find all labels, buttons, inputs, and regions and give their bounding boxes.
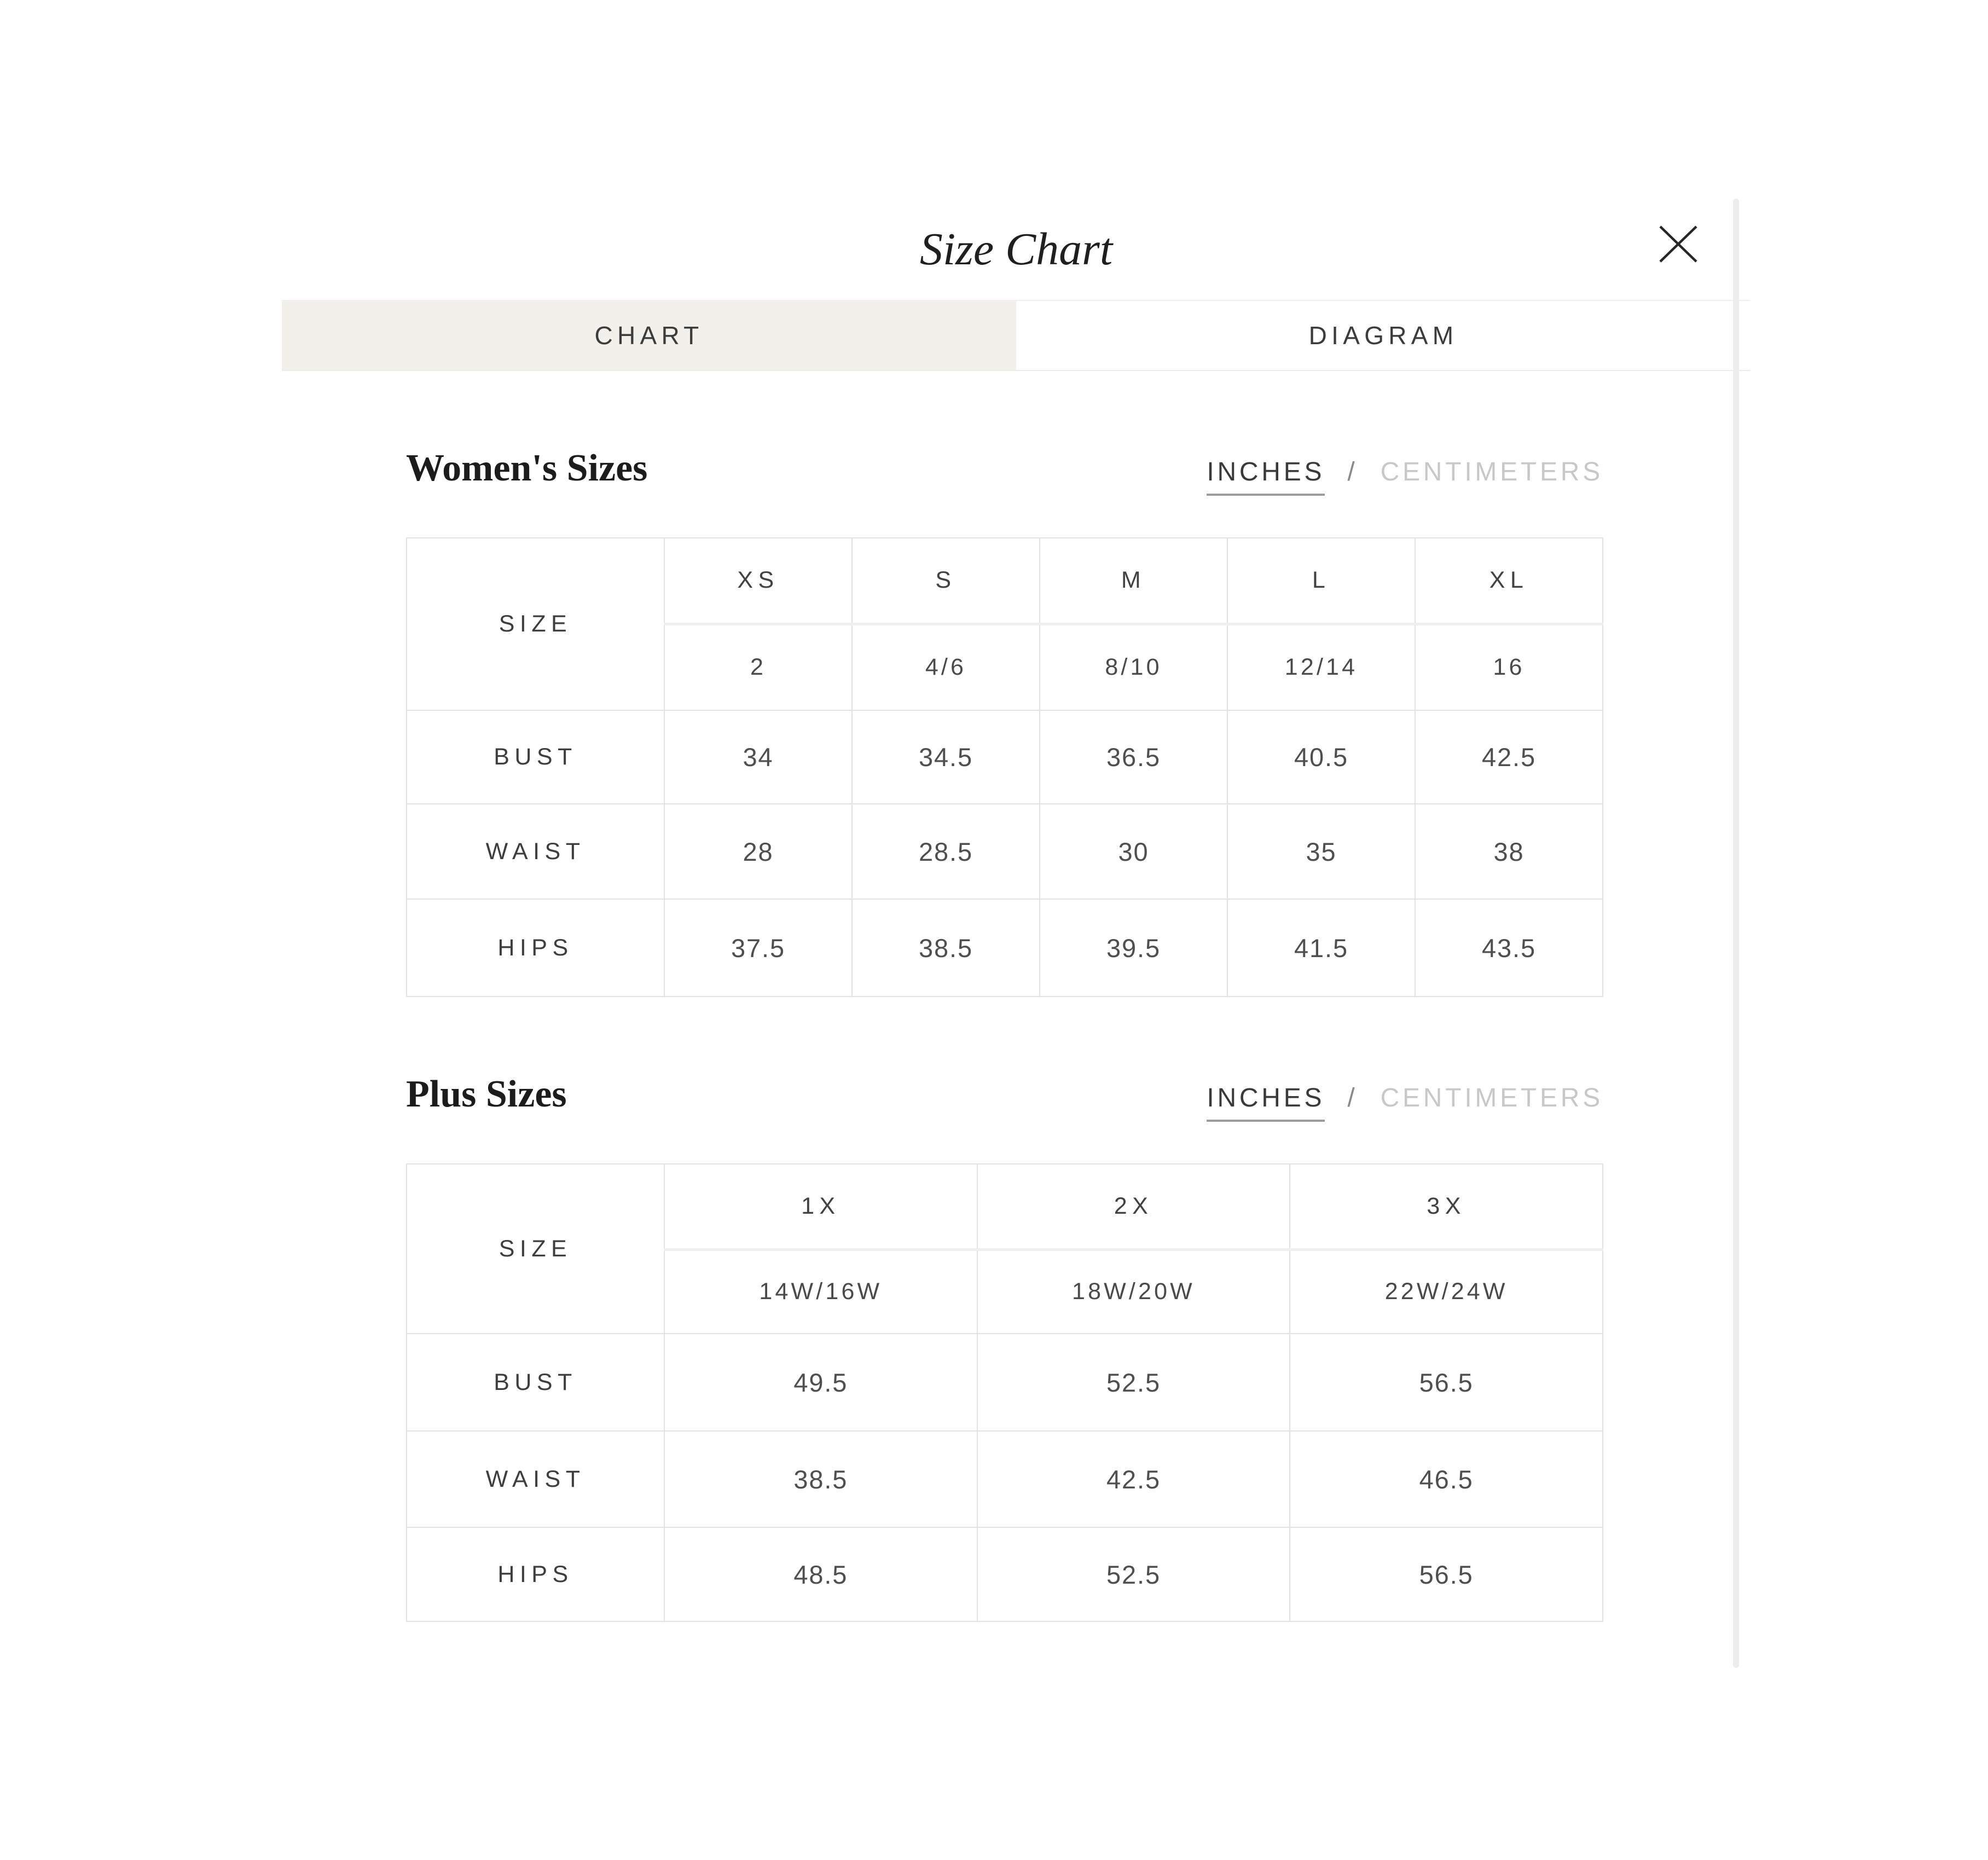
centimeters-toggle[interactable]: CENTIMETERS <box>1380 457 1603 486</box>
tab-diagram[interactable]: DIAGRAM <box>1016 301 1751 370</box>
table-row <box>407 899 1603 996</box>
row-label-cell: WAIST <box>407 1431 664 1527</box>
womens-unit-toggle <box>1207 457 1603 487</box>
value-cell: 38.5 <box>664 1431 977 1527</box>
value-cell: 30 <box>1040 804 1227 899</box>
value-cell: 34.5 <box>852 710 1040 804</box>
size-label-cell: 3X <box>1290 1164 1603 1249</box>
table-row <box>407 1164 1603 1249</box>
value-cell: 39.5 <box>1040 899 1227 996</box>
modal-header <box>282 199 1751 300</box>
value-cell: 28 <box>664 804 852 899</box>
table-row <box>407 710 1603 804</box>
inches-toggle[interactable]: INCHES <box>1207 1083 1325 1122</box>
size-label-cell: XS <box>664 538 852 624</box>
unit-separator: / <box>1347 1083 1358 1112</box>
value-cell: 56.5 <box>1290 1527 1603 1621</box>
close-icon <box>1658 225 1699 263</box>
tab-chart[interactable]: CHART <box>282 301 1016 370</box>
value-cell: 37.5 <box>664 899 852 996</box>
size-label-cell: 2X <box>977 1164 1290 1249</box>
size-number-cell: 14W/16W <box>664 1249 977 1334</box>
inches-toggle[interactable]: INCHES <box>1207 457 1325 496</box>
value-cell: 46.5 <box>1290 1431 1603 1527</box>
value-cell: 42.5 <box>1415 710 1603 804</box>
table-row <box>407 804 1603 899</box>
row-label-cell: HIPS <box>407 899 664 996</box>
value-cell: 48.5 <box>664 1527 977 1621</box>
size-label-cell: L <box>1227 538 1415 624</box>
value-cell: 34 <box>664 710 852 804</box>
size-number-cell: 18W/20W <box>977 1249 1290 1334</box>
value-cell: 35 <box>1227 804 1415 899</box>
value-cell: 40.5 <box>1227 710 1415 804</box>
size-number-cell: 16 <box>1415 624 1603 710</box>
modal-scrollbar[interactable] <box>1733 199 1739 1668</box>
table-row <box>407 1334 1603 1431</box>
modal-content <box>406 447 1603 1622</box>
table-row <box>407 538 1603 624</box>
size-label-cell: S <box>852 538 1040 624</box>
size-number-cell: 4/6 <box>852 624 1040 710</box>
modal-title: Size Chart <box>919 224 1113 275</box>
size-number-cell: 12/14 <box>1227 624 1415 710</box>
size-label-cell: XL <box>1415 538 1603 624</box>
size-label-cell: M <box>1040 538 1227 624</box>
centimeters-toggle[interactable]: CENTIMETERS <box>1380 1083 1603 1112</box>
plus-unit-toggle <box>1207 1083 1603 1113</box>
value-cell: 52.5 <box>977 1334 1290 1431</box>
value-cell: 42.5 <box>977 1431 1290 1527</box>
row-label-cell: BUST <box>407 710 664 804</box>
close-button[interactable] <box>1658 225 1699 263</box>
tab-bar <box>282 300 1751 371</box>
size-corner-cell: SIZE <box>407 538 664 710</box>
size-label-cell: 1X <box>664 1164 977 1249</box>
size-number-cell: 2 <box>664 624 852 710</box>
value-cell: 41.5 <box>1227 899 1415 996</box>
value-cell: 36.5 <box>1040 710 1227 804</box>
womens-sizes-table <box>406 537 1603 997</box>
size-corner-cell: SIZE <box>407 1164 664 1334</box>
row-label-cell: HIPS <box>407 1527 664 1621</box>
row-label-cell: BUST <box>407 1334 664 1431</box>
womens-sizes-heading: Women's Sizes <box>406 447 648 489</box>
size-number-cell: 8/10 <box>1040 624 1227 710</box>
value-cell: 43.5 <box>1415 899 1603 996</box>
size-number-cell: 22W/24W <box>1290 1249 1603 1334</box>
womens-section-header <box>406 447 1603 490</box>
size-chart-modal <box>282 199 1751 1668</box>
plus-sizes-heading: Plus Sizes <box>406 1073 567 1115</box>
plus-sizes-table <box>406 1163 1603 1622</box>
value-cell: 38 <box>1415 804 1603 899</box>
plus-section-header <box>406 1073 1603 1116</box>
unit-separator: / <box>1347 457 1358 486</box>
value-cell: 38.5 <box>852 899 1040 996</box>
row-label-cell: WAIST <box>407 804 664 899</box>
value-cell: 49.5 <box>664 1334 977 1431</box>
table-row <box>407 1431 1603 1527</box>
value-cell: 28.5 <box>852 804 1040 899</box>
table-row <box>407 1527 1603 1621</box>
value-cell: 52.5 <box>977 1527 1290 1621</box>
value-cell: 56.5 <box>1290 1334 1603 1431</box>
